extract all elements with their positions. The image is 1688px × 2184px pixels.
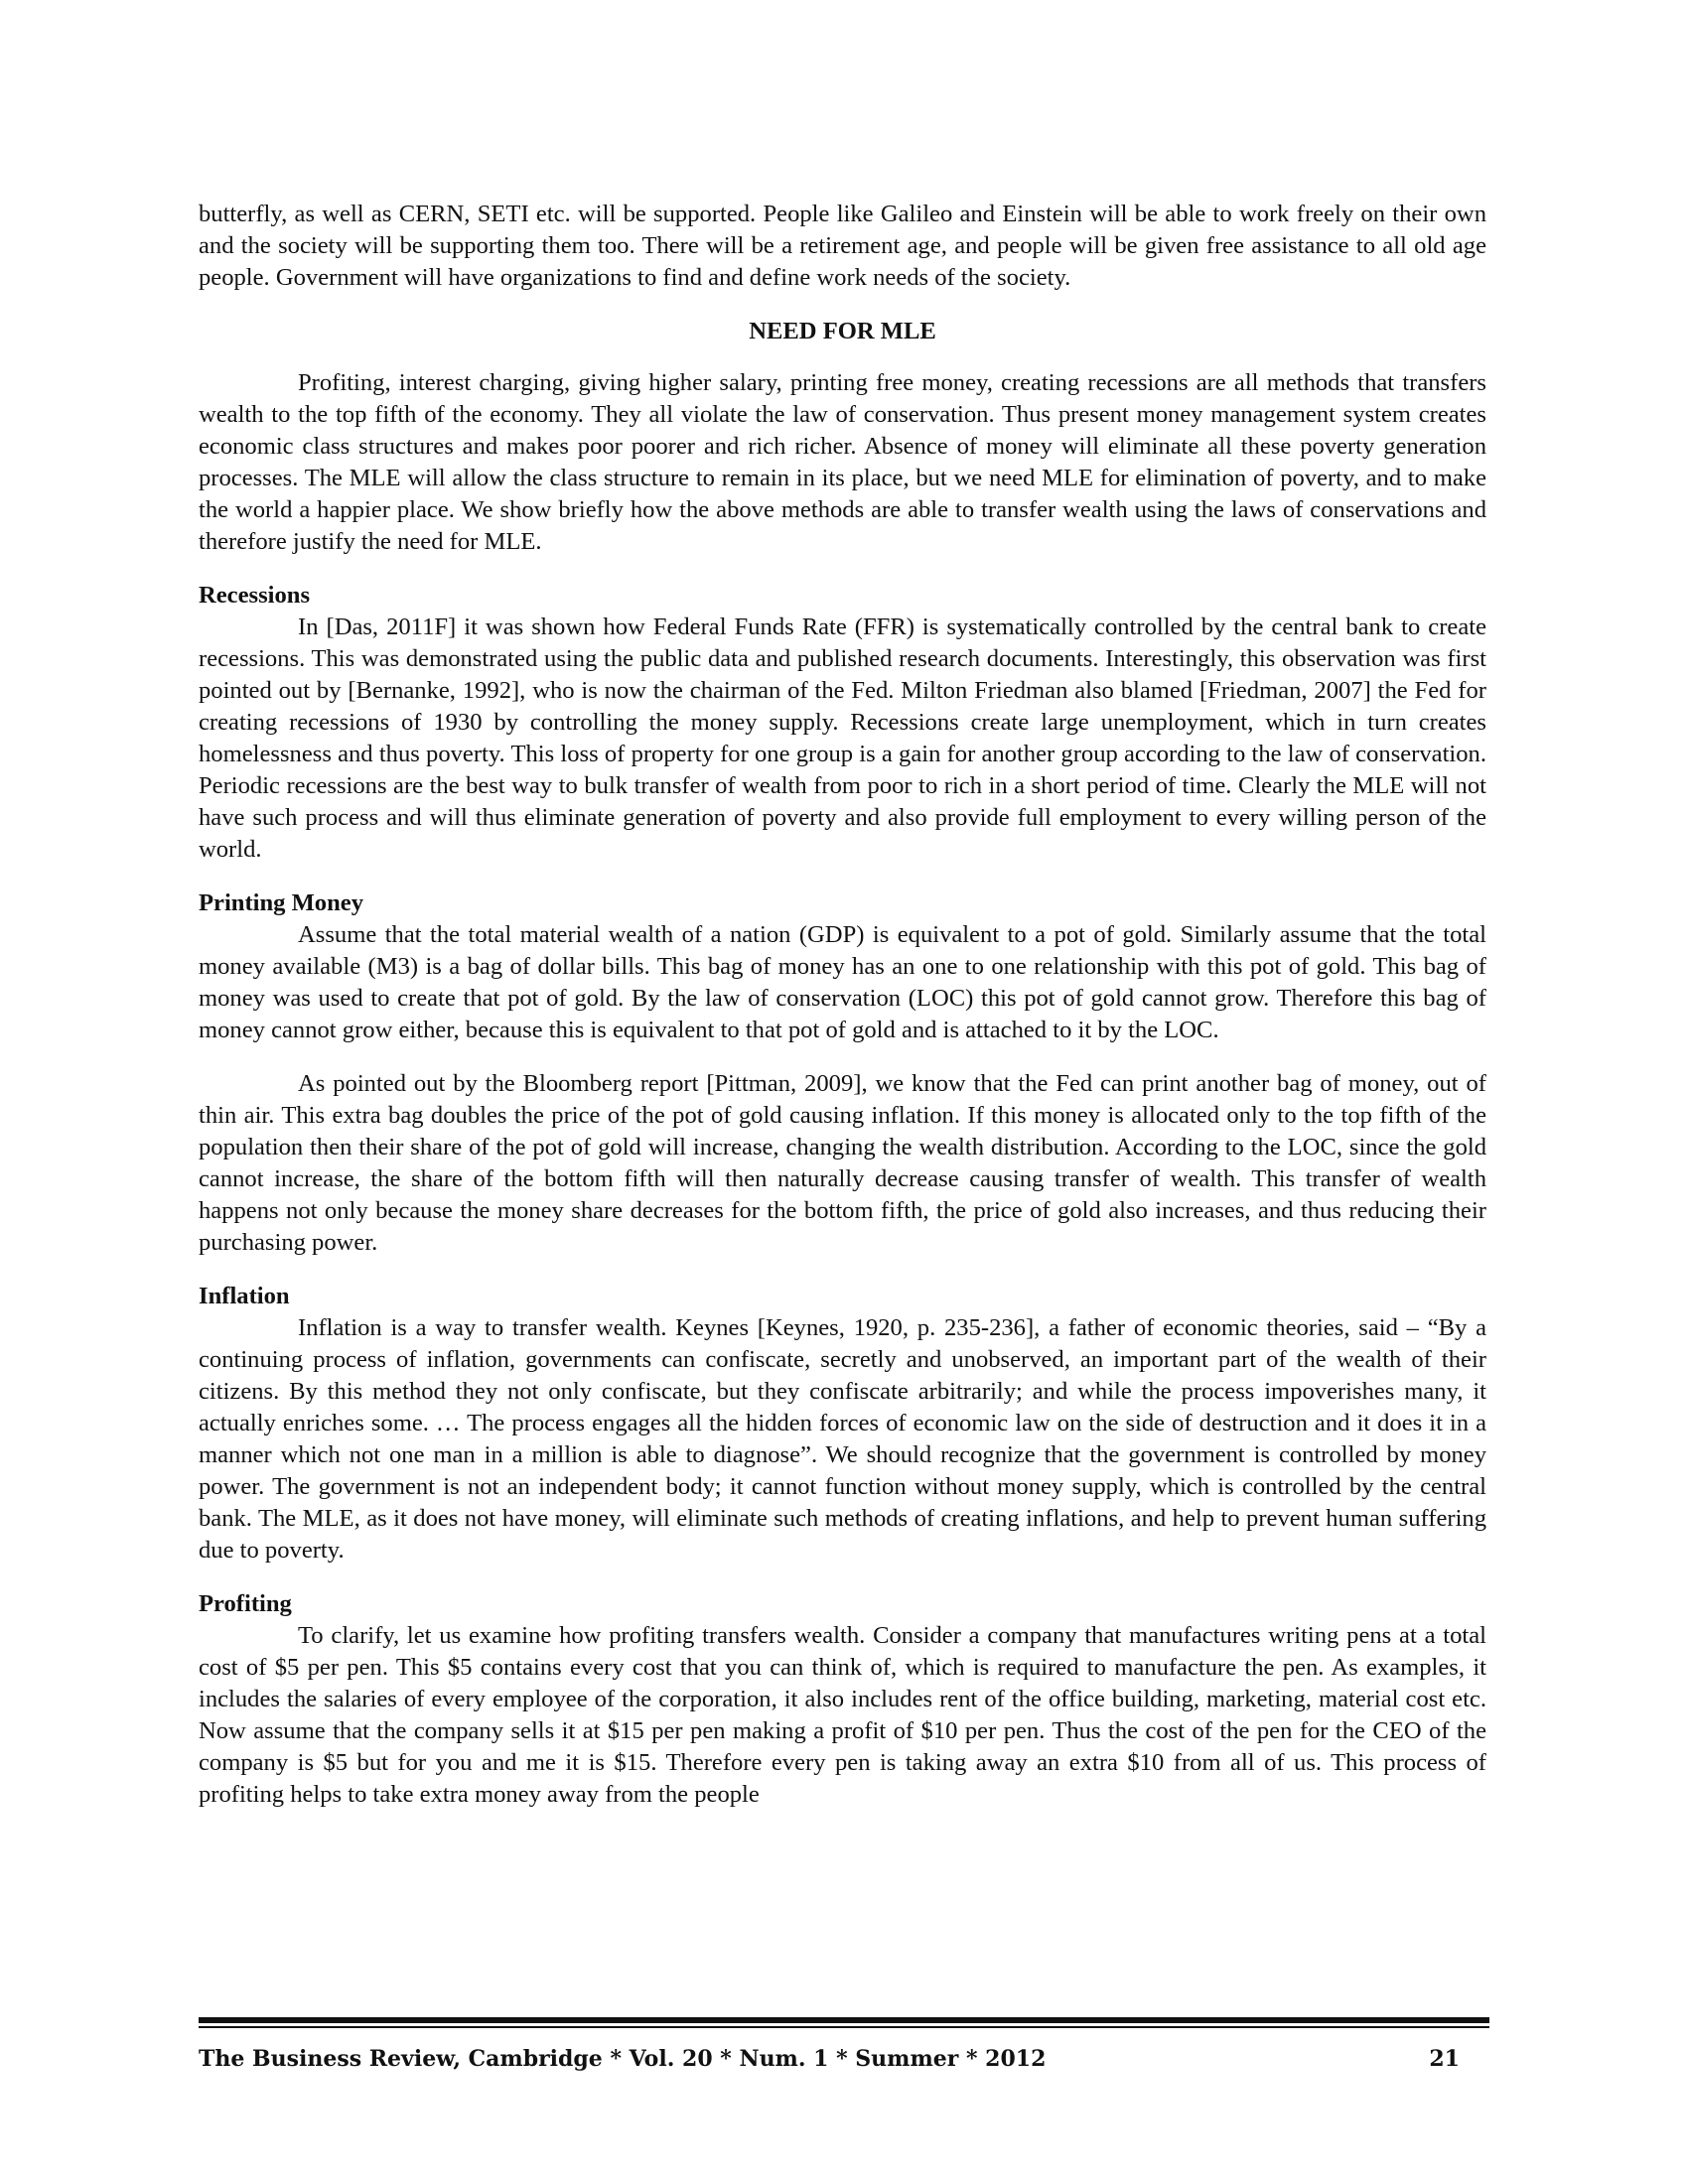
section-title: NEED FOR MLE bbox=[749, 318, 936, 344]
section-paragraph: Profiting, interest charging, giving higher salary, printing free money, creating recessions are all methods that transfers wealth to the top fifth of the economy. They all violate the law of conservation. Thus present money management system creates economic class structures and makes poor poorer and rich richer. Absence of money will eliminate all these poverty generation processes. The MLE will allow the class structure to remain in its place, but we need MLE for elimination of poverty, and to make the world a happier place. We show briefly how the above methods are able to transfer wealth using the laws of conservations and therefore justify the need for MLE. bbox=[199, 369, 1486, 555]
subsection-heading-printing-money: Printing Money bbox=[199, 889, 363, 916]
footer-rule-thick bbox=[199, 2017, 1489, 2023]
subsection-heading-profiting: Profiting bbox=[199, 1590, 292, 1617]
page-number: 21 bbox=[1429, 2046, 1460, 2072]
page-footer bbox=[199, 2043, 1489, 2075]
printing-money-paragraph-2: As pointed out by the Bloomberg report [Pittman, 2009], we know that the Fed can print another bag of money, out of thin air. This extra bag doubles the price of the pot of gold causing inflation. If this money is allocated only to the top fifth of the population then their share of the pot of gold will increase, changing the wealth distribution. According to the LOC, since the gold cannot increase, the share of the bottom fifth will then naturally decrease causing transfer of wealth. This transfer of wealth happens not only because the money share decreases for the bottom fifth, the price of gold also increases, and thus reducing their purchasing power. bbox=[199, 1070, 1486, 1256]
recessions-paragraph: In [Das, 2011F] it was shown how Federal Funds Rate (FFR) is systematically controlled by the central bank to create recessions. This was demonstrated using the public data and published research documents. Interestingly, this observation was first pointed out by [Bernanke, 1992], who is now the chairman of the Fed. Milton Friedman also blamed [Friedman, 2007] the Fed for creating recessions of 1930 by controlling the money supply. Recessions create large unemployment, which in turn creates homelessness and thus poverty. This loss of property for one group is a gain for another group according to the law of conservation. Periodic recessions are the best way to bulk transfer of wealth from poor to rich in a short period of time. Clearly the MLE will not have such process and will thus eliminate generation of poverty and also provide full employment to every willing person of the world. bbox=[199, 614, 1486, 863]
printing-money-paragraph-1: Assume that the total material wealth of a nation (GDP) is equivalent to a pot of gold. Similarly assume that the total money available (M3) is a bag of dollar bills. This bag of money has an one to one relationship with this pot of gold. This bag of money was used to create that pot of gold. By the law of conservation (LOC) this pot of gold cannot grow. Therefore this bag of money cannot grow either, because this is equivalent to that pot of gold and is attached to it by the LOC. bbox=[199, 921, 1486, 1043]
footer-rule-thin bbox=[199, 2026, 1489, 2028]
subsection-heading-inflation: Inflation bbox=[199, 1283, 290, 1309]
intro-paragraph: butterfly, as well as CERN, SETI etc. will be supported. People like Galileo and Einstein will be able to work freely on their own and the society will be supporting them too. There will be a retirement age, and people will be given free assistance to all old age people. Government will have organizations to find and define work needs of the society. bbox=[199, 201, 1486, 291]
profiting-paragraph: To clarify, let us examine how profiting transfers wealth. Consider a company that manufactures writing pens at a total cost of $5 per pen. This $5 contains every cost that you can think of, which is required to manufacture the pen. As examples, it includes the salaries of every employee of the corporation, it also includes rent of the office building, marketing, material cost etc. Now assume that the company sells it at $15 per pen making a profit of $10 per pen. Thus the cost of the pen for the CEO of the company is $5 but for you and me it is $15. Therefore every pen is taking away an extra $10 from all of us. This process of profiting helps to take extra money away from the people bbox=[199, 1622, 1486, 1808]
inflation-paragraph: Inflation is a way to transfer wealth. Keynes [Keynes, 1920, p. 235-236], a father of economic theories, said – “By a continuing process of inflation, governments can confiscate, secretly and unobserved, an important part of the wealth of their citizens. By this method they not only confiscate, but they confiscate arbitrarily; and while the process impoverishes many, it actually enriches some. … The process engages all the hidden forces of economic law on the side of destruction and it does it in a manner which not one man in a million is able to diagnose”. We should recognize that the government is controlled by money power. The government is not an independent body; it cannot function without money supply, which is controlled by the central bank. The MLE, as it does not have money, will eliminate such methods of creating inflations, and help to prevent human suffering due to poverty. bbox=[199, 1314, 1486, 1564]
footer-journal: The Business Review, Cambridge * Vol. 20 * Num. 1 * Summer * 2012 bbox=[199, 2046, 1047, 2072]
article-body bbox=[199, 199, 1486, 1811]
subsection-heading-recessions: Recessions bbox=[199, 582, 311, 609]
